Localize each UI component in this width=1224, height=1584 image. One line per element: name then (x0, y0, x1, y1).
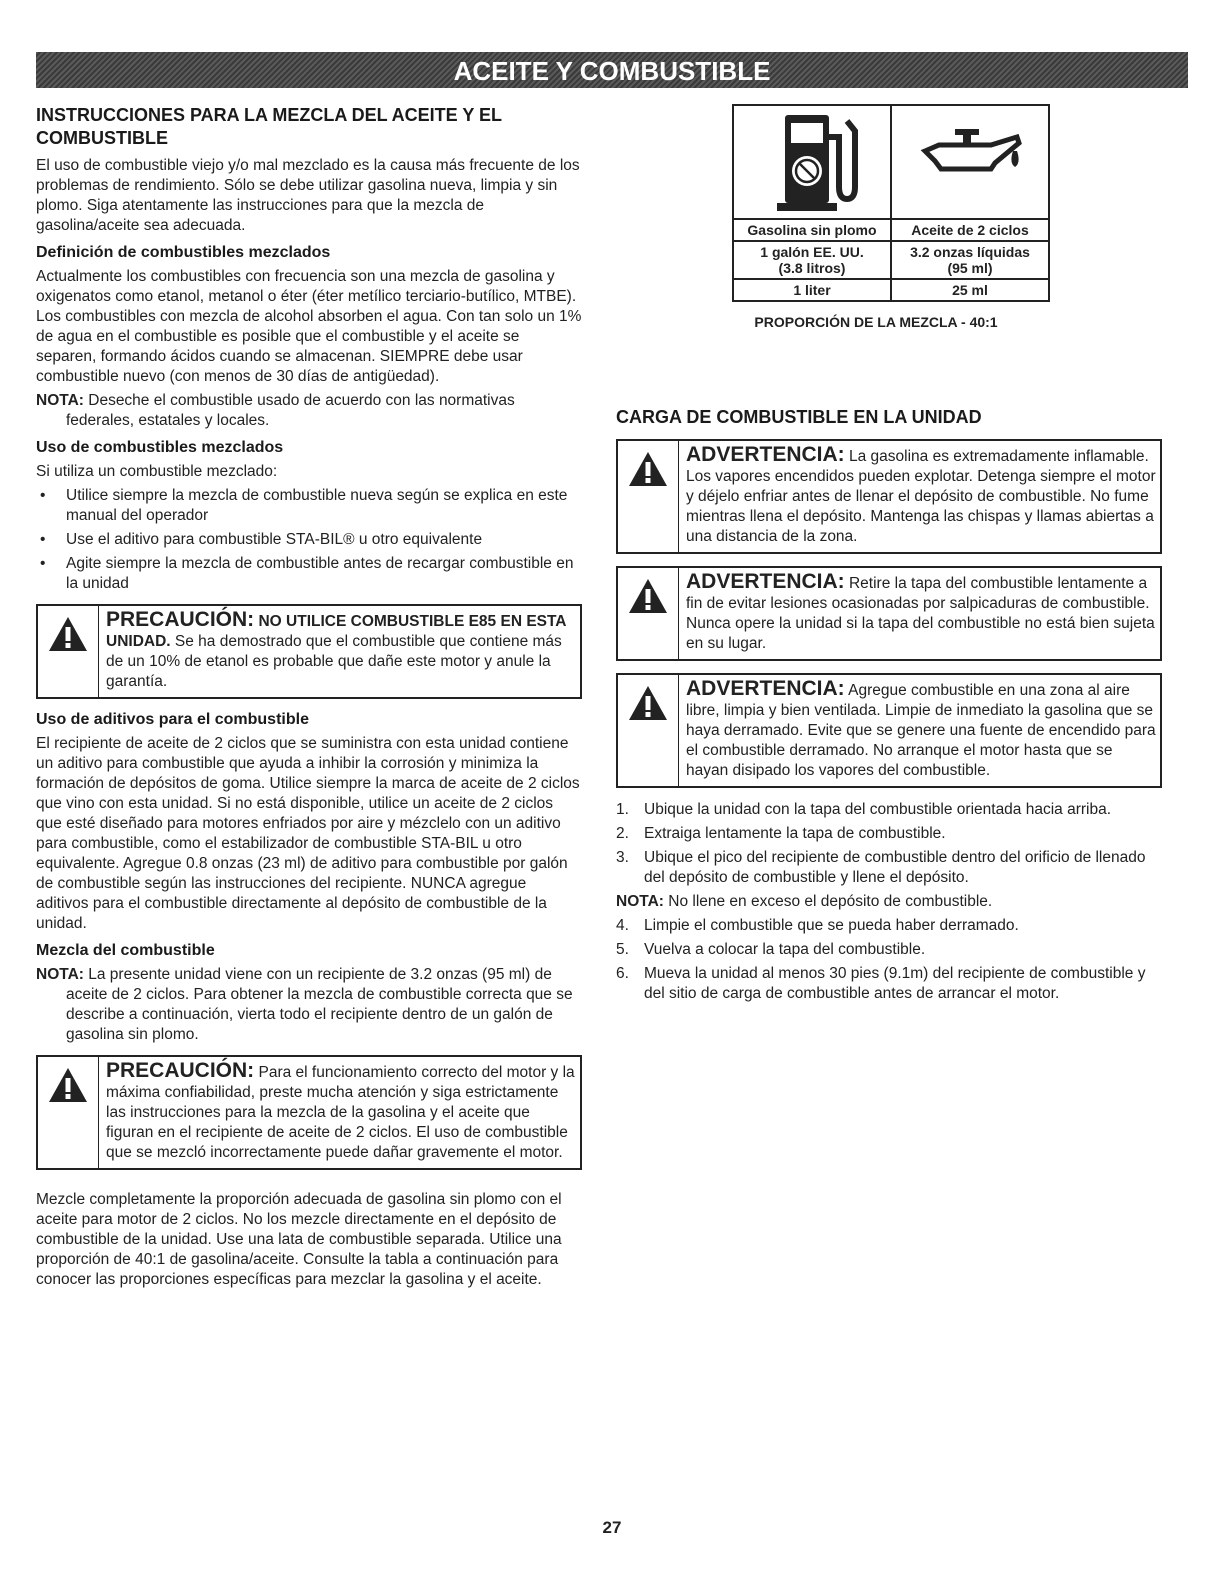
warning-fuel-cap-text: Retire la tapa del combustible lentamente a fin de evitar lesiones ocasionadas por salpicaduras de combustible. Nunca opere la unidad si la tapa del combustible no está bien sujeta en su lugar. (686, 575, 1155, 652)
fueling-steps-b (616, 916, 1162, 1004)
fuel-additives-heading: Uso de aditivos para el combustible (36, 711, 309, 728)
fuel-pump-icon (757, 107, 867, 215)
caution-box-mixing (36, 1055, 582, 1170)
caution-box-e85 (36, 604, 582, 699)
warning-box-fuel-cap (616, 566, 1162, 661)
table-cell: 1 galón EE. UU. (3.8 litros) (733, 241, 891, 279)
table-cell: 25 ml (891, 279, 1049, 301)
left-column (36, 104, 582, 1294)
mix-ratio-caption: PROPORCIÓN DE LA MEZCLA - 40:1 (754, 314, 998, 330)
caution-e85-text: Se ha demostrado que el combustible que contiene más de un 10% de etanol es probable que dañe este motor y anule la garantía. (106, 633, 562, 690)
list-item: 3. Ubique el pico del recipiente de combustible dentro del orificio de llenado del depósito de combustible y llene el depósito. (616, 849, 1146, 886)
warning-triangle-icon (618, 675, 679, 786)
warning-label: ADVERTENCIA: (686, 443, 845, 466)
table-cell: 3.2 onzas líquidas (95 ml) (891, 241, 1049, 279)
note-overfill: NOTA: No llene en exceso el depósito de combustible. (616, 893, 993, 910)
list-item: 6. Mueva la unidad al menos 30 pies (9.1m) del recipiente de combustible y del sitio de carga de combustible antes de arrancar el motor. (616, 965, 1146, 1002)
caution-label: PRECAUCIÓN: (106, 1059, 255, 1082)
note-disposal: NOTA: Deseche el combustible usado de acuerdo con las normativas federales, estatales y locales. (36, 392, 515, 429)
fuel-mixing-heading: Mezcla del combustible (36, 942, 215, 959)
mixed-fuel-definition-heading: Definición de combustibles mezclados (36, 244, 331, 261)
section-banner: ACEITE Y COMBUSTIBLE (36, 52, 1188, 88)
warning-label: ADVERTENCIA: (686, 677, 845, 700)
fuel-additives-text: El recipiente de aceite de 2 ciclos que se suministra con esta unidad contiene un aditivo para combustible que ayuda a inhibir la corrosión y minimiza la formación de depósitos de goma. Utilice siempre la marca de aceite de 2 ciclos que vino con esta unidad. Si no está disponible, utilice un aceite de 2 ciclos que esté diseñado para motores enfriados por aire y mézclelo con un aditivo para combustible, como el estabilizador de combustible STA-BIL u otro equivalente. Agregue 0.8 onzas (23 ml) de aditivo para combustible por galón de combustible según las instrucciones del recipiente. NUNCA agregue aditivos para el combustible directamente al depósito de combustible de la unidad. (36, 735, 580, 932)
warning-flammable-text: La gasolina es extremadamente inflamable. Los vapores encendidos pueden explotar. Detenga siempre el motor y déjelo enfriar antes de llenar el depósito de combustible. No fume mientras llena el depósito. Mantenga las chispas y llamas abiertas a una distancia de la zona. (686, 448, 1156, 545)
warning-triangle-icon (38, 606, 99, 697)
fuel-mix-table (732, 104, 1050, 302)
list-item: • Use el aditivo para combustible STA-BIL® u otro equivalente (36, 530, 582, 550)
mixing-instructions-heading: INSTRUCCIONES PARA LA MEZCLA DEL ACEITE Y EL COMBUSTIBLE (36, 105, 502, 148)
oil-can-icon (905, 107, 1035, 215)
table-header-oil: Aceite de 2 ciclos (891, 219, 1049, 241)
warning-ventilation-text: Agregue combustible en una zona al aire libre, limpia y bien ventilada. Limpie de inmediato la gasolina que se haya derramado. Evite que se genere una fuente de encendido para el combustible derramado. No arranque el motor hasta que se hayan disipado los vapores del combustible. (686, 682, 1156, 779)
warning-triangle-icon (618, 441, 679, 552)
warning-box-flammable (616, 439, 1162, 554)
list-item: 2. Extraiga lentamente la tapa de combustible. (616, 825, 946, 842)
caution-mixing-text: Para el funcionamiento correcto del motor y la máxima confiabilidad, preste mucha atención y siga estrictamente las instrucciones para la mezcla de la gasolina y el aceite que figuran en el recipiente de aceite de 2 ciclos. El uso de combustible que se mezcló incorrectamente puede dañar gravemente el motor. (106, 1064, 575, 1161)
list-item: 5. Vuelva a colocar la tapa del combustible. (616, 941, 926, 958)
caution-e85-bold: NO UTILICE COMBUSTIBLE E85 EN ESTA UNIDAD. (106, 613, 566, 650)
warning-triangle-icon (38, 1057, 99, 1168)
fuel-pump-icon-cell (733, 105, 891, 219)
note-oil-container: NOTA: La presente unidad viene con un recipiente de 3.2 onzas (95 ml) de aceite de 2 ciclos. Para obtener la mezcla de combustible correcta que se describe a continuación, vierta todo el recipiente dentro de un galón de gasolina sin plomo. (36, 966, 573, 1043)
caution-label: PRECAUCIÓN: (106, 608, 255, 631)
mixed-fuel-use-heading: Uso de combustibles mezclados (36, 439, 284, 456)
closing-paragraph: Mezcle completamente la proporción adecuada de gasolina sin plomo con el aceite para motor de 2 ciclos. No los mezcle directamente en el depósito de combustible de la unidad. Use una lata de combustible separada. Utilice una proporción de 40:1 de gasolina/aceite. Consulte la tabla a continuación para conocer las proporciones específicas para mezclar la gasolina y el aceite. (36, 1191, 562, 1288)
list-item: 4. Limpie el combustible que se pueda haber derramado. (616, 917, 1019, 934)
page-number: 27 (602, 1518, 622, 1537)
warning-box-ventilation (616, 673, 1162, 788)
oil-can-icon-cell (891, 105, 1049, 219)
warning-triangle-icon (618, 568, 679, 659)
list-item: 1. Ubique la unidad con la tapa del combustible orientada hacia arriba. (616, 801, 1112, 818)
mixed-fuel-use-intro: Si utiliza un combustible mezclado: (36, 463, 278, 480)
right-column (616, 104, 1162, 1008)
list-item: • Utilice siempre la mezcla de combustible nueva según se explica en este manual del operador (36, 486, 582, 526)
table-header-gasoline: Gasolina sin plomo (733, 219, 891, 241)
warning-label: ADVERTENCIA: (686, 570, 845, 593)
table-cell: 1 liter (733, 279, 891, 301)
mixed-fuel-bullets (36, 486, 582, 594)
list-item: • Agite siempre la mezcla de combustible antes de recargar combustible en la unidad (36, 554, 582, 594)
intro-paragraph: El uso de combustible viejo y/o mal mezclado es la causa más frecuente de los problemas de rendimiento. Sólo se debe utilizar gasolina nueva, limpia y sin plomo. Siga atentamente las instrucciones para que la mezcla de gasolina/aceite sea adecuada. (36, 157, 580, 234)
mixed-fuel-definition-text: Actualmente los combustibles con frecuencia son una mezcla de gasolina y oxigenatos como etanol, metanol o éter (éter metílico terciario-butílico, MTBE). Los combustibles con mezcla de alcohol absorben el agua. Con tan solo un 1% de agua en el combustible es posible que el combustible y el aceite se separen, formando ácidos cuando se almacenan. SIEMPRE debe usar combustible nuevo (con menos de 30 días de antigüedad). (36, 268, 582, 385)
fueling-steps-a (616, 800, 1162, 888)
fueling-heading: CARGA DE COMBUSTIBLE EN LA UNIDAD (616, 407, 982, 427)
